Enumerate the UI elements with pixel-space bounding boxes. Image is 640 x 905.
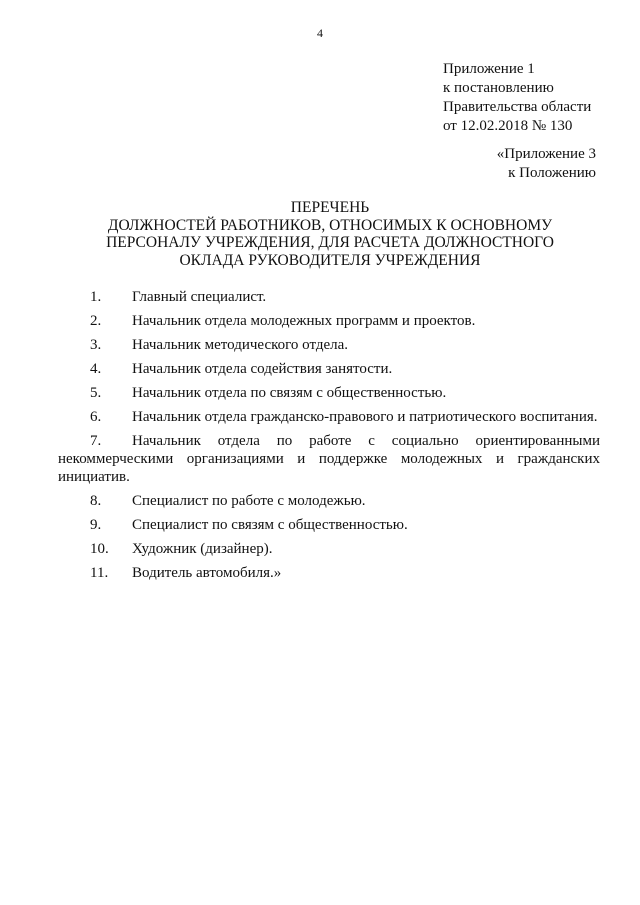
list-item-number: 2. — [90, 313, 102, 329]
sub-appendix-line: «Приложение 3 — [496, 146, 596, 162]
list-item — [58, 432, 600, 486]
list-item — [58, 408, 600, 426]
list-item-number: 7. — [90, 433, 102, 449]
list-item — [58, 516, 600, 534]
list-item-text: Начальник отдела по связям с общественностью. — [132, 385, 447, 401]
appendix-line: Правительства области — [443, 99, 592, 115]
list-item-text: Начальник отдела содействия занятости. — [132, 361, 393, 377]
list-item — [58, 492, 600, 510]
list-item-text: Специалист по связям с общественностью. — [132, 517, 408, 533]
title-line: ПЕРЕЧЕНЬ — [290, 199, 370, 216]
list-item-number: 3. — [90, 337, 102, 353]
list-item — [58, 312, 600, 330]
page-number: 4 — [317, 26, 323, 40]
list-item-number: 9. — [90, 517, 102, 533]
list-item — [58, 360, 600, 378]
title-line: ДОЛЖНОСТЕЙ РАБОТНИКОВ, ОТНОСИМЫХ К ОСНОВНОМУ — [107, 216, 553, 234]
title-line: ОКЛАДА РУКОВОДИТЕЛЯ УЧРЕЖДЕНИЯ — [179, 251, 481, 269]
list-item-text: Художник (дизайнер). — [132, 541, 273, 557]
list-item-number: 8. — [90, 493, 102, 509]
list-item-number: 10. — [90, 541, 109, 557]
list-item-text: Начальник отдела гражданско-правового и патриотического воспитания. — [132, 409, 598, 425]
document-title — [40, 199, 620, 269]
list-item — [58, 564, 600, 582]
list-item-number: 6. — [90, 409, 102, 425]
list-item-number: 11. — [90, 565, 109, 581]
sub-appendix-reference — [497, 145, 596, 183]
list-item — [58, 336, 600, 354]
appendix-line: от 12.02.2018 № 130 — [443, 118, 573, 134]
title-line: ПЕРСОНАЛУ УЧРЕЖДЕНИЯ, ДЛЯ РАСЧЕТА ДОЛЖНОСТНОГО — [106, 234, 554, 251]
sub-appendix-line: к Положению — [508, 165, 596, 181]
list-item — [58, 384, 600, 402]
list-item-text: Водитель автомобиля.» — [132, 565, 282, 581]
appendix-line: к постановлению — [443, 80, 554, 96]
list-item-text: Начальник отдела по работе с социально ориентированными некоммерческими организациями и поддержке молодежных и гражданских инициатив. — [58, 433, 600, 485]
list-item-text: Начальник методического отдела. — [132, 337, 349, 353]
list-item-number: 5. — [90, 385, 102, 401]
appendix-reference — [443, 60, 591, 136]
positions-list — [58, 288, 600, 588]
list-item-text: Главный специалист. — [132, 289, 267, 305]
list-item-number: 4. — [90, 361, 102, 377]
list-item-text: Специалист по работе с молодежью. — [132, 493, 366, 509]
list-item — [58, 540, 600, 558]
list-item — [58, 288, 600, 306]
appendix-line: Приложение 1 — [443, 61, 535, 77]
list-item-number: 1. — [90, 289, 102, 305]
list-item-text: Начальник отдела молодежных программ и проектов. — [132, 313, 476, 329]
